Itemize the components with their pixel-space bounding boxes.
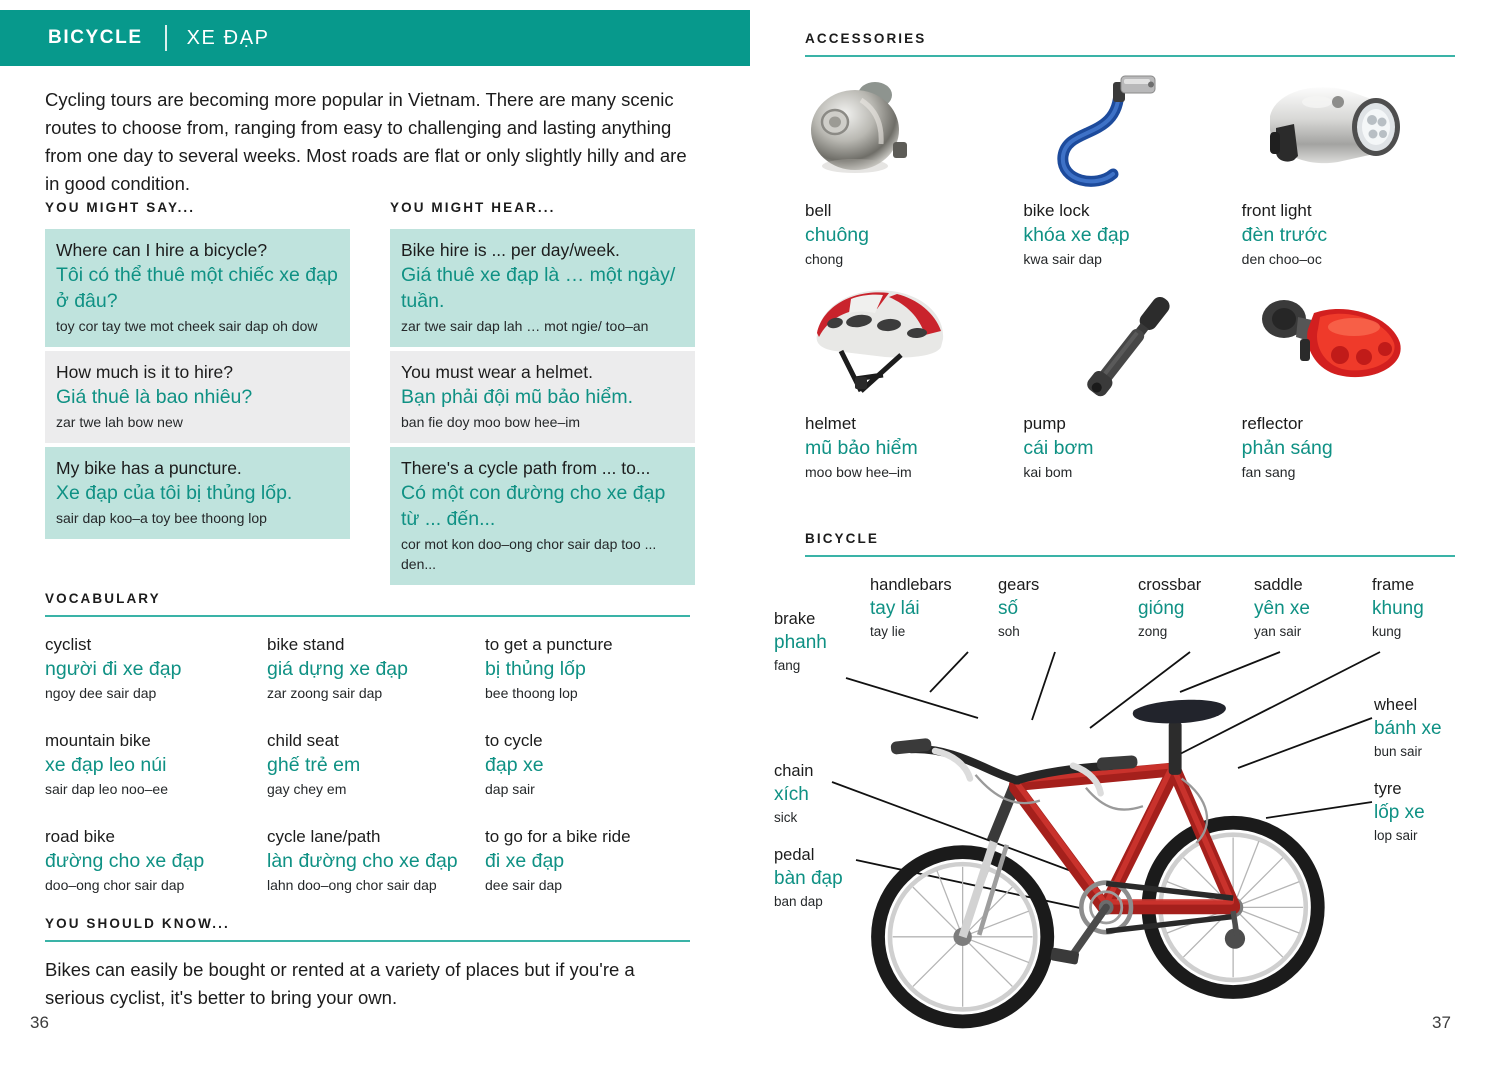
accessory-item bbox=[1242, 70, 1457, 269]
diagram-english: crossbar bbox=[1138, 576, 1202, 594]
accessory-item bbox=[1242, 283, 1457, 482]
phrase-box bbox=[45, 229, 350, 347]
diagram-vietnamese: phanh bbox=[774, 632, 827, 653]
vocab-pronunciation: gay chey em bbox=[267, 781, 347, 797]
diagram-vietnamese: khung bbox=[1372, 598, 1424, 619]
vocab-english: to get a puncture bbox=[485, 635, 613, 654]
diagram-vietnamese: lốp xe bbox=[1374, 802, 1425, 823]
vocabulary-grid bbox=[45, 633, 690, 895]
you-should-know-section bbox=[45, 915, 690, 1012]
diagram-label-handlebars bbox=[870, 574, 952, 641]
diagram-vietnamese: bàn đạp bbox=[774, 868, 843, 889]
accessory-item bbox=[805, 70, 1020, 269]
vocab-vietnamese: làn đường cho xe đạp bbox=[267, 850, 458, 872]
diagram-english: wheel bbox=[1374, 696, 1418, 714]
diagram-label-pedal bbox=[774, 844, 843, 911]
diagram-label-crossbar bbox=[1138, 574, 1201, 641]
vocabulary-item bbox=[485, 729, 690, 799]
bicycle-diagram-header bbox=[805, 530, 1455, 557]
diagram-label-saddle bbox=[1254, 574, 1310, 641]
vocab-english: road bike bbox=[45, 827, 115, 846]
diagram-vietnamese: tay lái bbox=[870, 598, 920, 619]
bike-lock-icon bbox=[1023, 70, 1238, 195]
vocab-english: child seat bbox=[267, 731, 339, 750]
vocab-vietnamese: ghế trẻ em bbox=[267, 754, 361, 776]
vocab-pronunciation: dee sair dap bbox=[485, 877, 563, 893]
accessory-item bbox=[805, 283, 1020, 482]
vocab-vietnamese: đường cho xe đạp bbox=[45, 850, 205, 872]
you-might-say-label: YOU MIGHT SAY... bbox=[45, 200, 196, 215]
vocab-vietnamese: đi xe đạp bbox=[485, 850, 565, 872]
you-should-know-label: YOU SHOULD KNOW... bbox=[45, 916, 230, 931]
diagram-label-brake bbox=[774, 608, 827, 675]
phrase-english: There's a cycle path from ... to... bbox=[401, 458, 651, 478]
vocab-pronunciation: sair dap leo noo–ee bbox=[45, 781, 168, 797]
diagram-english: frame bbox=[1372, 576, 1415, 594]
diagram-label-wheel bbox=[1374, 694, 1442, 761]
vocabulary-item bbox=[267, 825, 485, 895]
diagram-english: brake bbox=[774, 610, 816, 628]
phrase-vietnamese: Có một con đường cho xe đạp từ ... đến... bbox=[401, 482, 666, 530]
phrase-english: Where can I hire a bicycle? bbox=[56, 240, 268, 260]
vocabulary-item bbox=[45, 825, 267, 895]
phrase-english: How much is it to hire? bbox=[56, 362, 234, 382]
chapter-title-english: BICYCLE bbox=[48, 27, 143, 48]
vocab-vietnamese: xe đạp leo núi bbox=[45, 754, 167, 776]
diagram-pronunciation: soh bbox=[998, 624, 1020, 639]
accessory-english: pump bbox=[1023, 414, 1066, 433]
vocabulary-item bbox=[485, 633, 690, 703]
diagram-english: tyre bbox=[1374, 780, 1402, 798]
phrase-vietnamese: Tôi có thể thuê một chiếc xe đạp ở đâu? bbox=[56, 264, 338, 312]
accessory-english: front light bbox=[1241, 201, 1312, 220]
phrase-pronunciation: toy cor tay twe mot cheek sair dap oh dow bbox=[56, 318, 318, 334]
diagram-english: handlebars bbox=[870, 576, 952, 594]
phrase-pronunciation: zar twe sair dap lah … mot ngie/ too–an bbox=[401, 318, 649, 334]
section-rule bbox=[805, 555, 1455, 557]
diagram-vietnamese: yên xe bbox=[1254, 598, 1310, 619]
intro-paragraph: Cycling tours are becoming more popular in Vietnam. There are many scenic routes to choose from, ranging from easy to challenging and lasting anything from one day to several weeks. Most roads are flat or only slightly hilly and are in good condition. bbox=[45, 89, 687, 194]
vocab-english: cyclist bbox=[45, 635, 92, 654]
diagram-english: pedal bbox=[774, 846, 815, 864]
diagram-label-chain bbox=[774, 760, 813, 827]
you-might-hear-column bbox=[390, 200, 695, 585]
vocab-vietnamese: bị thủng lốp bbox=[485, 658, 586, 680]
chapter-header bbox=[0, 10, 750, 66]
vocab-pronunciation: dap sair bbox=[485, 781, 535, 797]
phrase-box bbox=[390, 229, 695, 347]
diagram-english: gears bbox=[998, 576, 1040, 594]
vocab-pronunciation: bee thoong lop bbox=[485, 685, 578, 701]
pump-icon bbox=[1023, 283, 1238, 408]
diagram-pronunciation: fang bbox=[774, 658, 801, 673]
vocabulary-label: VOCABULARY bbox=[45, 591, 161, 606]
diagram-label-frame bbox=[1372, 574, 1424, 641]
vocabulary-section bbox=[45, 590, 690, 895]
front-light-icon bbox=[1242, 70, 1457, 195]
vocab-pronunciation: zar zoong sair dap bbox=[267, 685, 383, 701]
you-might-hear-label: YOU MIGHT HEAR... bbox=[390, 200, 556, 215]
diagram-english: saddle bbox=[1254, 576, 1303, 594]
accessory-pronunciation: kwa sair dap bbox=[1023, 251, 1102, 267]
diagram-pronunciation: zong bbox=[1138, 624, 1168, 639]
helmet-icon bbox=[805, 283, 1020, 408]
diagram-label-gears bbox=[998, 574, 1039, 641]
diagram-vietnamese: số bbox=[998, 598, 1019, 619]
accessories-label: ACCESSORIES bbox=[805, 31, 927, 46]
phrase-english: Bike hire is ... per day/week. bbox=[401, 240, 620, 260]
phrase-vietnamese: Giá thuê là bao nhiêu? bbox=[56, 386, 253, 408]
phrase-pronunciation: zar twe lah bow new bbox=[56, 414, 183, 430]
accessory-english: helmet bbox=[805, 414, 857, 433]
vocab-pronunciation: ngoy dee sair dap bbox=[45, 685, 157, 701]
phrase-box bbox=[45, 351, 350, 443]
vocab-english: to cycle bbox=[485, 731, 543, 750]
accessory-english: reflector bbox=[1241, 414, 1304, 433]
phrase-pronunciation: sair dap koo–a toy bee thoong lop bbox=[56, 510, 267, 526]
section-rule bbox=[45, 940, 690, 942]
section-rule bbox=[805, 55, 1455, 57]
phrase-vietnamese: Giá thuê xe đạp là … một ngày/ tuần. bbox=[401, 264, 676, 312]
diagram-vietnamese: gióng bbox=[1138, 598, 1185, 619]
reflector-icon bbox=[1242, 283, 1457, 408]
diagram-pronunciation: yan sair bbox=[1254, 624, 1302, 639]
page-number-left: 36 bbox=[30, 1013, 49, 1032]
accessory-pronunciation: kai bom bbox=[1023, 464, 1073, 480]
header-divider bbox=[165, 25, 167, 51]
diagram-pronunciation: ban dap bbox=[774, 894, 823, 909]
phrase-english: You must wear a helmet. bbox=[401, 362, 593, 382]
vocab-english: mountain bike bbox=[45, 731, 151, 750]
vocab-pronunciation: lahn doo–ong chor sair dap bbox=[267, 877, 437, 893]
accessory-vietnamese: cái bơm bbox=[1023, 437, 1094, 459]
diagram-pronunciation: lop sair bbox=[1374, 828, 1418, 843]
accessory-vietnamese: chuông bbox=[805, 224, 869, 246]
vocabulary-item bbox=[45, 729, 267, 799]
diagram-pronunciation: bun sair bbox=[1374, 744, 1423, 759]
accessory-pronunciation: chong bbox=[805, 251, 844, 267]
vocab-pronunciation: doo–ong chor sair dap bbox=[45, 877, 185, 893]
you-might-say-column bbox=[45, 200, 350, 539]
vocab-english: to go for a bike ride bbox=[485, 827, 631, 846]
diagram-pronunciation: sick bbox=[774, 810, 798, 825]
vocabulary-item bbox=[267, 729, 485, 799]
vocabulary-item bbox=[485, 825, 690, 895]
phrase-pronunciation: cor mot kon doo–ong chor sair dap too ... den... bbox=[401, 536, 657, 572]
phrase-vietnamese: Xe đạp của tôi bị thủng lốp. bbox=[56, 482, 293, 504]
bicycle-bell-icon bbox=[805, 70, 1020, 195]
accessory-english: bike lock bbox=[1023, 201, 1090, 220]
accessory-pronunciation: den choo–oc bbox=[1241, 251, 1322, 267]
phrase-pronunciation: ban fie doy moo bow hee–im bbox=[401, 414, 580, 430]
accessory-vietnamese: khóa xe đạp bbox=[1023, 224, 1130, 246]
diagram-english: chain bbox=[774, 762, 814, 780]
diagram-vietnamese: xích bbox=[774, 784, 809, 805]
phrase-english: My bike has a puncture. bbox=[56, 458, 242, 478]
bicycle-diagram bbox=[760, 560, 1500, 1030]
diagram-label-tyre bbox=[1374, 778, 1425, 845]
chapter-title-vietnamese: XE ĐẠP bbox=[186, 26, 270, 49]
accessory-pronunciation: moo bow hee–im bbox=[805, 464, 912, 480]
vocab-vietnamese: đạp xe bbox=[485, 754, 544, 776]
diagram-pronunciation: kung bbox=[1372, 624, 1402, 639]
accessory-vietnamese: đèn trước bbox=[1241, 224, 1328, 246]
diagram-vietnamese: bánh xe bbox=[1374, 718, 1442, 739]
section-rule bbox=[45, 615, 690, 617]
phrase-vietnamese: Bạn phải đội mũ bảo hiểm. bbox=[401, 386, 633, 408]
vocab-english: bike stand bbox=[267, 635, 345, 654]
you-should-know-text: Bikes can easily be bought or rented at a variety of places but if you're a serious cyclist, it's better to bring your own. bbox=[45, 959, 635, 1008]
vocab-english: cycle lane/path bbox=[267, 827, 381, 846]
vocabulary-item bbox=[267, 633, 485, 703]
accessory-english: bell bbox=[805, 201, 832, 220]
vocab-vietnamese: người đi xe đạp bbox=[45, 658, 182, 680]
bicycle-label: BICYCLE bbox=[805, 531, 879, 546]
accessory-item bbox=[1023, 283, 1238, 482]
phrase-box bbox=[390, 351, 695, 443]
diagram-pronunciation: tay lie bbox=[870, 624, 906, 639]
accessory-pronunciation: fan sang bbox=[1241, 464, 1296, 480]
page-number-right: 37 bbox=[1432, 1013, 1451, 1032]
right-page bbox=[760, 0, 1500, 1069]
vocabulary-item bbox=[45, 633, 267, 703]
vocab-vietnamese: giá dựng xe đạp bbox=[267, 658, 408, 680]
accessories-header bbox=[805, 30, 1455, 57]
phrase-box bbox=[45, 447, 350, 539]
accessories-grid bbox=[805, 70, 1460, 482]
accessory-item bbox=[1023, 70, 1238, 269]
accessory-vietnamese: mũ bảo hiểm bbox=[805, 437, 918, 459]
accessory-vietnamese: phản sáng bbox=[1241, 437, 1333, 459]
phrase-box bbox=[390, 447, 695, 585]
